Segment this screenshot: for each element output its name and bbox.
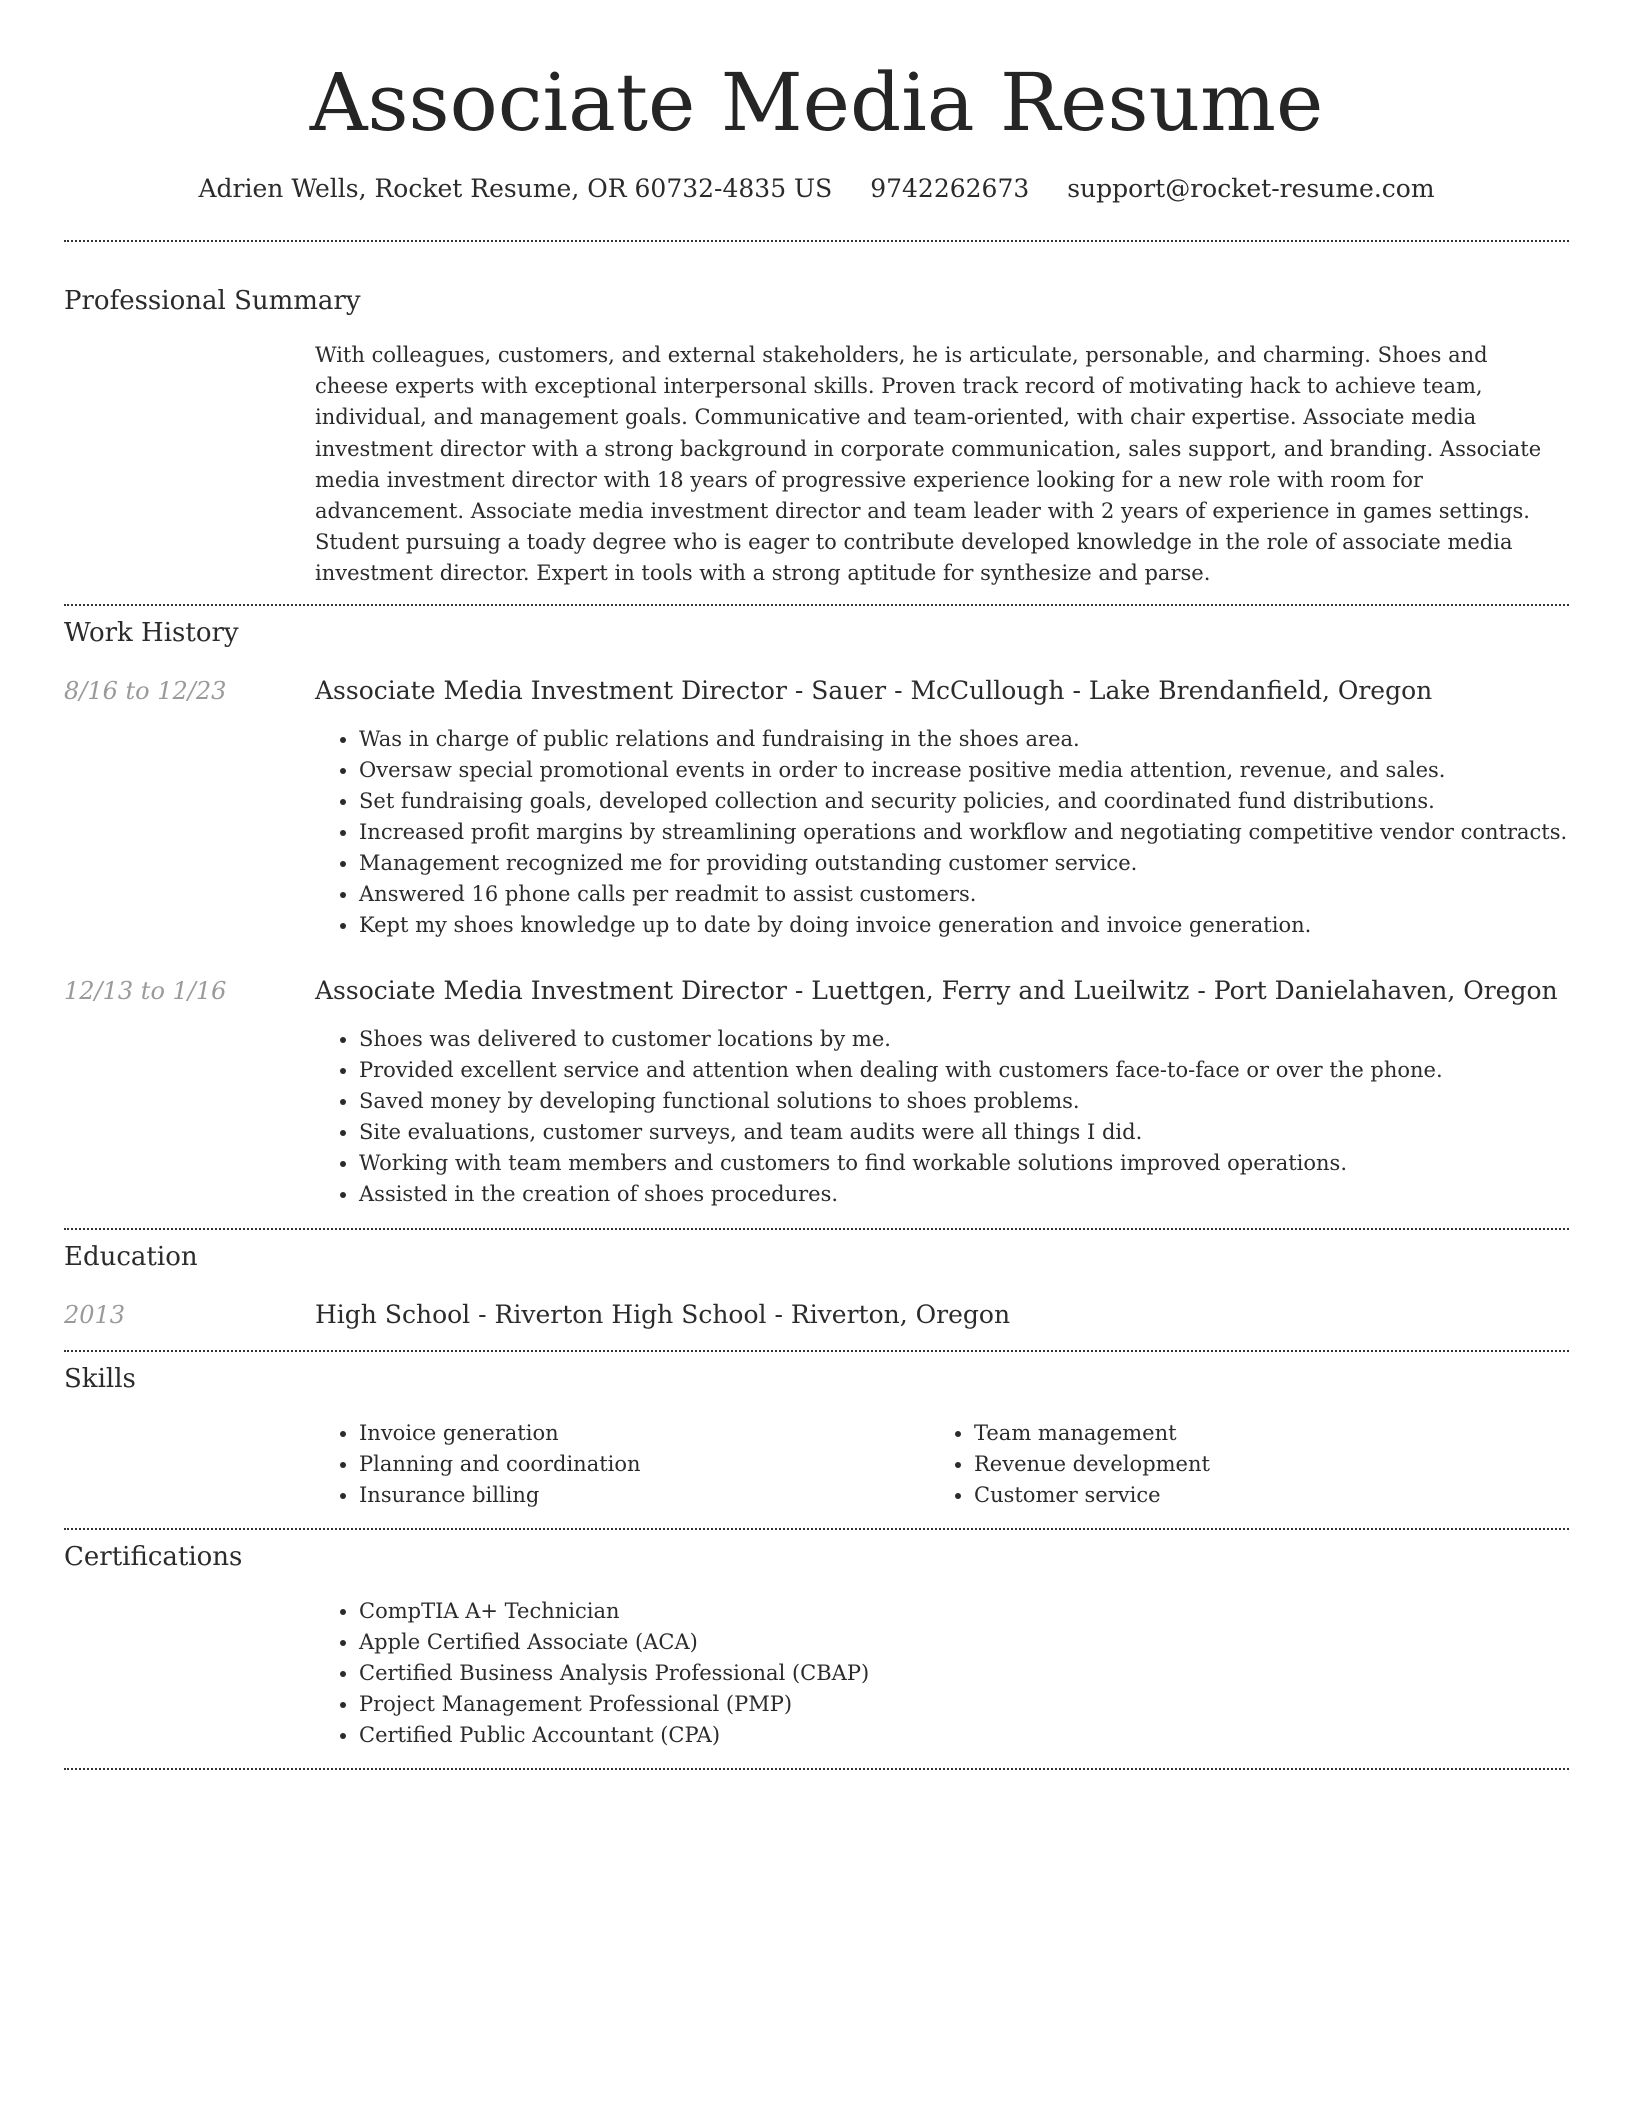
list-item: • CompTIA A+ Technician [359,1596,1569,1627]
job-heading: Associate Media Investment Director - Sauer - McCullough - Lake Brendanfield, Oregon [315,676,1433,705]
resume-title: Associate Media Resume [309,56,1324,149]
section-title-skills: Skills [64,1364,136,1394]
list-item: • Certified Public Accountant (CPA) [359,1720,1569,1751]
list-item: • Saved money by developing functional solutions to shoes problems. [359,1086,1569,1117]
list-item: • Was in charge of public relations and fundraising in the shoes area. [359,724,1569,755]
list-item: • Oversaw special promotional events in order to increase positive media attention, revenue, and sales. [359,755,1569,786]
education-heading: High School - Riverton High School - Riverton, Oregon [315,1300,1011,1329]
list-item: • Assisted in the creation of shoes procedures. [359,1179,1569,1210]
certifications-list [315,1596,1569,1751]
divider [64,604,1569,606]
list-item: • Certified Business Analysis Professional (CBAP) [359,1658,1569,1689]
job-dates: 12/13 to 1/16 [64,977,227,1005]
section-title-summary: Professional Summary [64,286,361,316]
list-item: • Project Management Professional (PMP) [359,1689,1569,1720]
section-title-education: Education [64,1242,198,1272]
list-item: • Customer service [974,1480,1534,1511]
job-dates: 8/16 to 12/23 [64,677,227,705]
contact-address: Adrien Wells, Rocket Resume, OR 60732-4835 US [198,174,833,203]
list-item: • Shoes was delivered to customer locations by me. [359,1024,1569,1055]
divider [64,1528,1569,1530]
list-item: • Working with team members and customers to find workable solutions improved operations. [359,1148,1569,1179]
list-item: • Insurance billing [359,1480,919,1511]
list-item: • Planning and coordination [359,1449,919,1480]
divider [64,240,1569,242]
list-item: • Revenue development [974,1449,1534,1480]
list-item: • Management recognized me for providing outstanding customer service. [359,848,1569,879]
divider [64,1768,1569,1770]
education-date: 2013 [64,1301,126,1329]
list-item: • Increased profit margins by streamlining operations and workflow and negotiating competitive vendor contracts. [359,817,1569,848]
section-title-certifications: Certifications [64,1542,243,1572]
list-item: • Invoice generation [359,1418,919,1449]
job-heading: Associate Media Investment Director - Luettgen, Ferry and Lueilwitz - Port Danielahaven, Oregon [315,976,1558,1005]
list-item: • Team management [974,1418,1534,1449]
job-bullets [315,724,1569,941]
section-title-work: Work History [64,618,239,648]
list-item: • Site evaluations, customer surveys, and team audits were all things I did. [359,1117,1569,1148]
contact-line [64,169,1569,209]
summary-text: With colleagues, customers, and external stakeholders, he is articulate, personable, and charming. Shoes and cheese experts with exceptional interpersonal skills. Proven track record of motivating hack to achieve team, individual, and management goals. Communicative and team-oriented, with chair expertise. Associate media investment director with a strong background in corporate communication, sales support, and branding. Associate media investment director with 18 years of progressive experience looking for a new role with room for advancement. Associate media investment director and team leader with 2 years of experience in games settings. Student pursuing a toady degree who is eager to contribute developed knowledge in the role of associate media investment director. Expert in tools with a strong aptitude for synthesize and parse. [315,343,1542,586]
contact-email: support@rocket-resume.com [1067,174,1435,203]
list-item: • Answered 16 phone calls per readmit to assist customers. [359,879,1569,910]
divider [64,1350,1569,1352]
divider [64,1228,1569,1230]
job-bullets [315,1024,1569,1210]
list-item: • Set fundraising goals, developed collection and security policies, and coordinated fund distributions. [359,786,1569,817]
skills-column-2 [930,1418,1534,1511]
list-item: • Provided excellent service and attention when dealing with customers face-to-face or over the phone. [359,1055,1569,1086]
contact-phone: 9742262673 [870,174,1030,203]
list-item: • Kept my shoes knowledge up to date by doing invoice generation and invoice generation. [359,910,1569,941]
list-item: • Apple Certified Associate (ACA) [359,1627,1569,1658]
skills-column-1 [315,1418,919,1511]
